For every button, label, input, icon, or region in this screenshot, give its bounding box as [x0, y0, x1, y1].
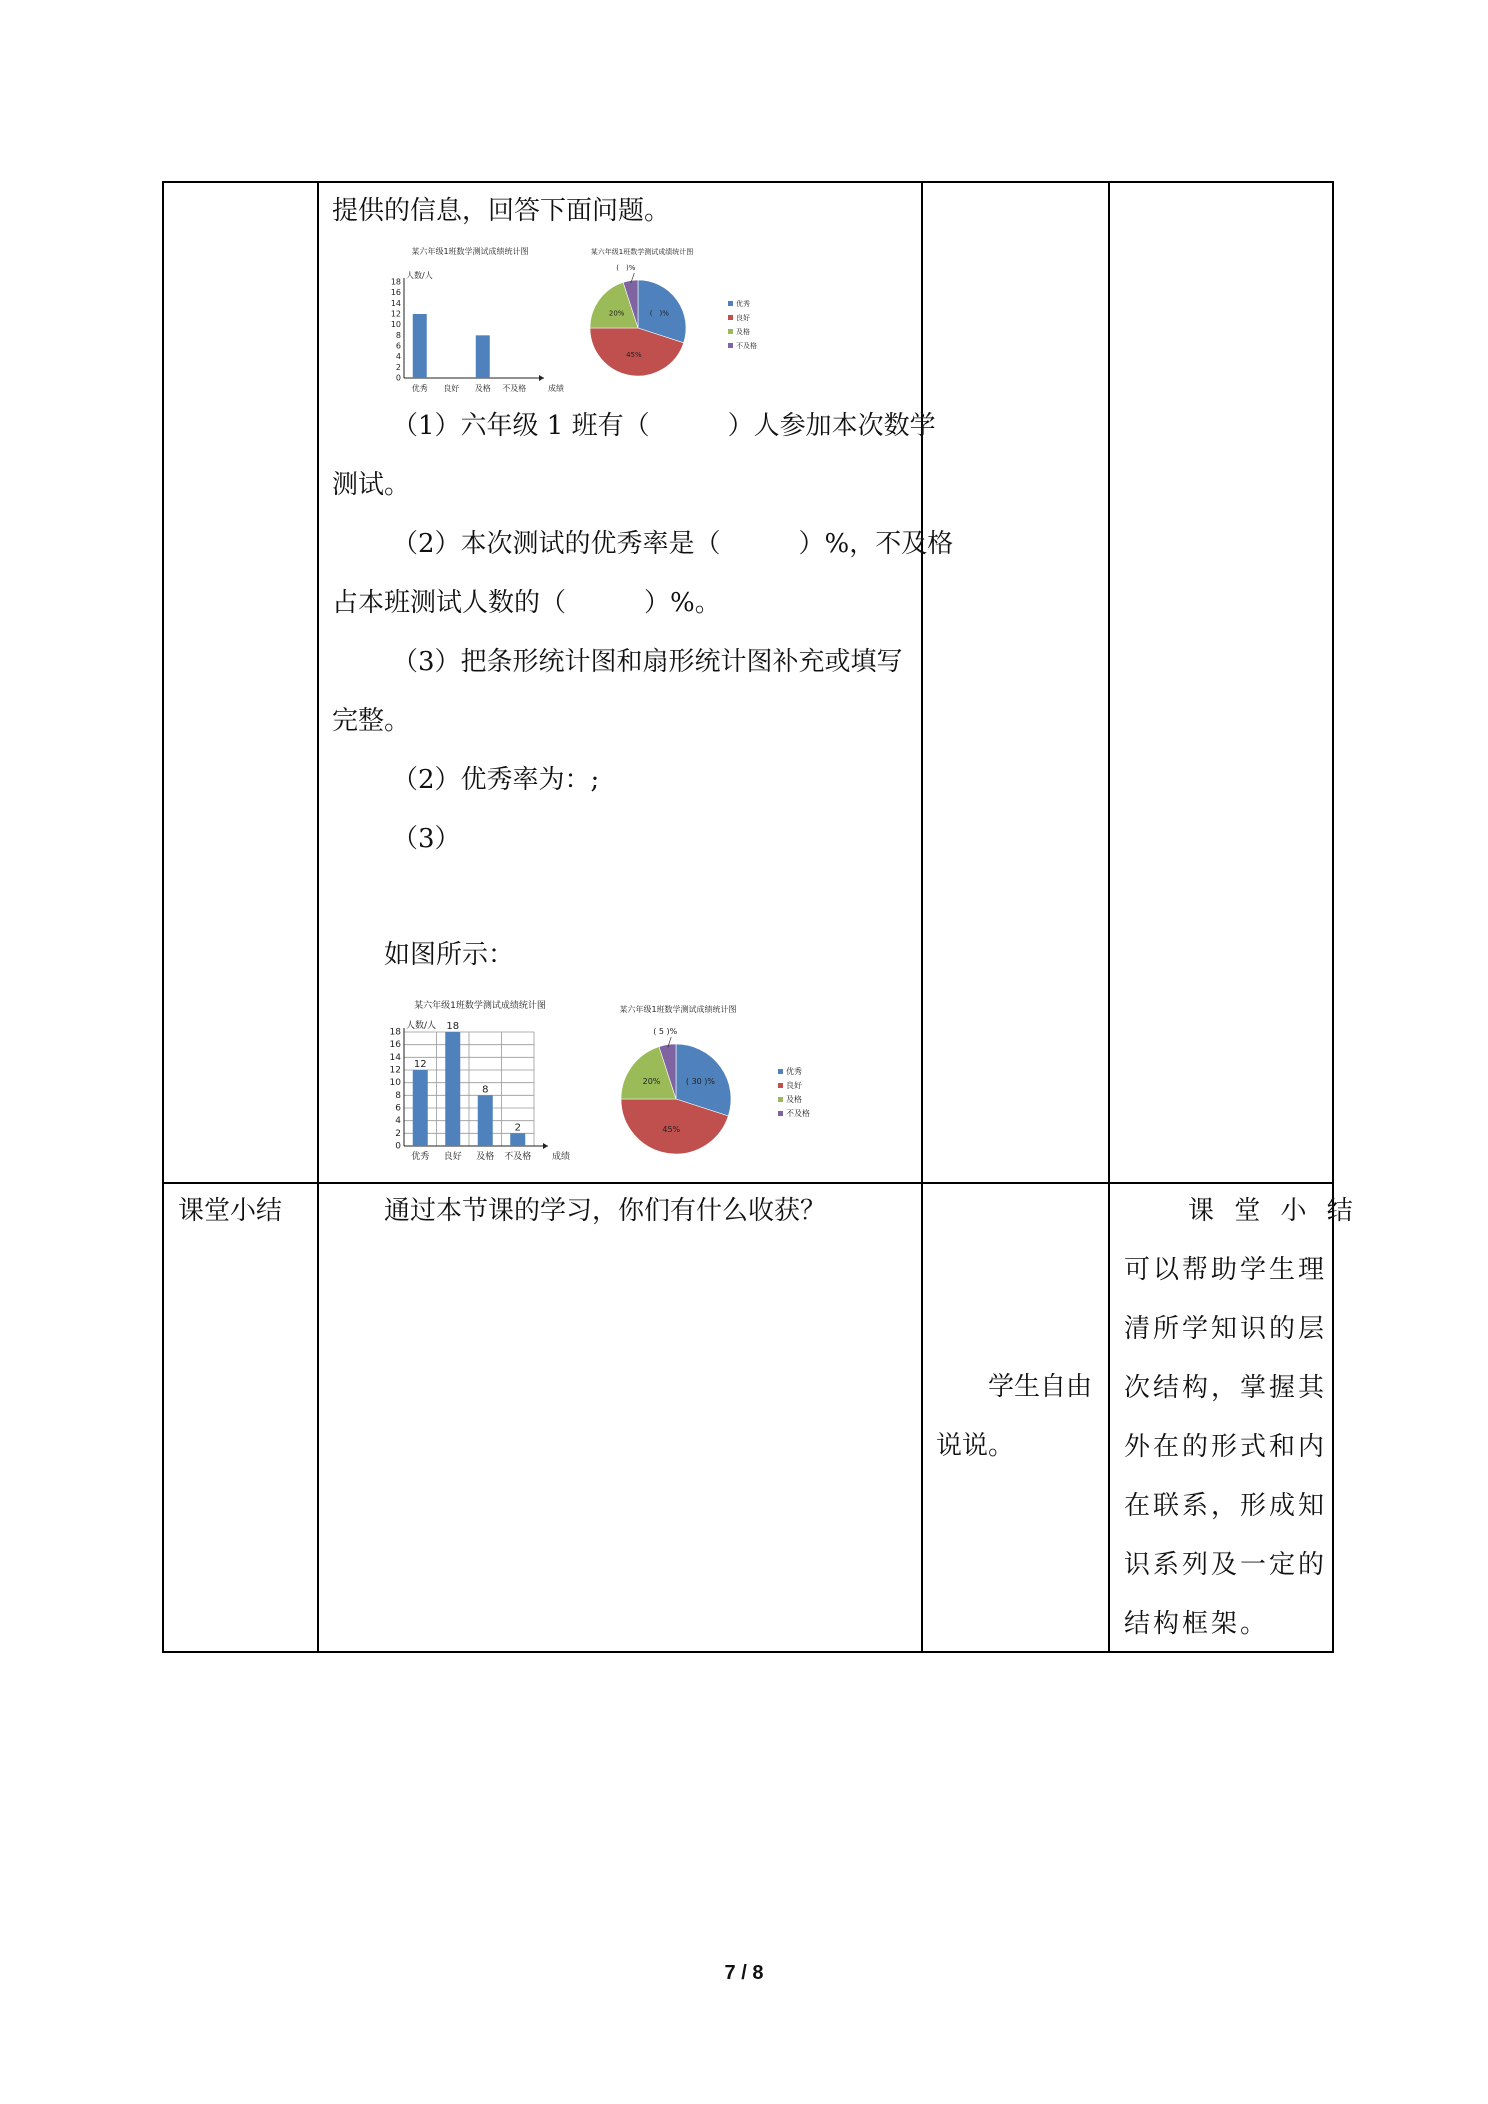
question-2-line-2: 占本班测试人数的（ ）%。: [332, 588, 721, 618]
pie-slice-label: 45%: [626, 351, 642, 360]
col-border-3: [1108, 181, 1110, 1653]
x-tick-label: 及格: [476, 1152, 495, 1162]
pie-chart-title: 某六年级1班数学测试成绩统计图: [590, 248, 694, 256]
legend-swatch: [728, 315, 733, 320]
x-tick-label: 不及格: [502, 384, 527, 393]
design-intent-line-4: 次结构，掌握其: [1124, 1373, 1328, 1403]
y-tick-label: 2: [395, 362, 401, 372]
y-tick-label: 16: [390, 288, 401, 298]
pie-slice-label: ( )%: [649, 309, 669, 318]
col-border-1: [317, 181, 319, 1653]
table-top-border: [162, 181, 1334, 183]
y-tick-label: 6: [395, 1103, 401, 1114]
answer-2: （2）优秀率为：;: [392, 765, 600, 795]
y-tick-label: 0: [395, 373, 401, 383]
row-divider: [162, 1182, 1334, 1184]
y-tick-label: 10: [390, 320, 401, 330]
col-border-right: [1332, 181, 1334, 1653]
legend-entry: 及格: [786, 1095, 802, 1104]
y-tick-label: 18: [390, 277, 401, 287]
legend-entry: 不及格: [736, 342, 757, 350]
design-intent-line-6: 在联系，形成知: [1124, 1491, 1328, 1521]
question-3-line-2: 完整。: [332, 706, 411, 736]
legend-swatch: [778, 1111, 783, 1116]
pie-chart-title: 某六年级1班数学测试成绩统计图: [619, 1005, 737, 1014]
x-axis-label: 成绩: [548, 384, 564, 393]
x-tick-label: 良好: [443, 1152, 462, 1162]
y-axis-label: 人数/人: [406, 1021, 437, 1031]
y-tick-label: 0: [395, 1141, 401, 1152]
y-tick-label: 2: [395, 1128, 401, 1139]
y-tick-label: 4: [395, 1116, 401, 1127]
x-axis-label: 成绩: [552, 1152, 571, 1162]
bar-data-label: 12: [413, 1059, 427, 1070]
legend-swatch: [778, 1083, 783, 1088]
y-tick-label: 12: [390, 309, 401, 319]
x-tick-label: 良好: [443, 384, 460, 393]
legend-entry: 不及格: [786, 1109, 810, 1118]
bar-chart-title: 某六年级1班数学测试成绩统计图: [414, 1001, 546, 1011]
legend-entry: 良好: [736, 314, 750, 322]
summary-row-label: 课堂小结: [178, 1196, 283, 1226]
y-tick-label: 12: [389, 1065, 401, 1076]
x-axis-arrow: [543, 1143, 548, 1149]
y-tick-label: 14: [390, 298, 401, 308]
x-tick-label: 优秀: [411, 1152, 430, 1162]
question-1-line-1: （1）六年级 1 班有（ ）人参加本次数学: [392, 411, 936, 441]
pie-slice-label: ( 5 )%: [653, 1027, 678, 1036]
y-tick-label: 8: [395, 330, 401, 340]
bar-chart-blank: [362, 242, 562, 402]
page-number: 7 / 8: [724, 1962, 764, 1984]
design-intent-line-3: 清所学知识的层: [1124, 1314, 1328, 1344]
legend-swatch: [728, 343, 733, 348]
table-bottom-border: [162, 1651, 1334, 1653]
legend-swatch: [728, 301, 733, 306]
legend-entry: 良好: [786, 1081, 802, 1090]
bar-data-label: 2: [514, 1122, 521, 1134]
bar-data-label: 8: [482, 1084, 489, 1096]
x-tick-label: 及格: [474, 384, 491, 393]
legend-entry: 及格: [736, 328, 750, 336]
y-tick-label: 6: [395, 341, 401, 351]
pie-slice-label: 45%: [662, 1124, 681, 1134]
answer-3: （3）: [392, 824, 461, 854]
y-tick-label: 10: [389, 1078, 401, 1089]
bar-4: [510, 1133, 525, 1146]
pie-slice-label: ( 30 )%: [685, 1077, 716, 1087]
legend-entry: 优秀: [736, 300, 750, 308]
bar-3: [476, 335, 490, 378]
col-border-2: [921, 181, 923, 1653]
pie-slice-label: ( )%: [616, 264, 636, 272]
y-axis-label: 人数/人: [406, 271, 433, 280]
legend-swatch: [778, 1097, 783, 1102]
x-tick-label: 优秀: [411, 384, 428, 393]
design-intent-line-1: 课 堂 小 结: [1188, 1196, 1359, 1226]
summary-question: 通过本节课的学习，你们有什么收获？: [384, 1196, 827, 1226]
bar-3: [478, 1095, 493, 1146]
col-border-left: [162, 181, 164, 1653]
bar-chart-title: 某六年级1班数学测试成绩统计图: [411, 247, 529, 256]
intro-line: 提供的信息，回答下面问题。: [332, 196, 671, 226]
design-intent-line-7: 识系列及一定的: [1124, 1550, 1328, 1580]
design-intent-line-5: 外在的形式和内: [1124, 1432, 1328, 1462]
bar-1: [413, 314, 427, 378]
question-3-line-1: （3）把条形统计图和扇形统计图补充或填写: [392, 647, 903, 677]
y-tick-label: 14: [389, 1052, 401, 1063]
bar-chart-filled: [370, 994, 590, 1164]
legend-entry: 优秀: [786, 1067, 802, 1076]
x-tick-label: 不及格: [504, 1152, 532, 1162]
pie-slice-label: 20%: [642, 1077, 661, 1087]
x-axis-arrow: [539, 375, 544, 381]
design-intent-line-2: 可以帮助学生理: [1124, 1255, 1328, 1285]
bar-1: [413, 1070, 428, 1146]
legend-swatch: [778, 1069, 783, 1074]
y-tick-label: 8: [395, 1090, 401, 1101]
pie-chart-blank: [560, 242, 770, 392]
y-tick-label: 4: [395, 352, 401, 362]
bar-data-label: 18: [446, 1021, 460, 1032]
legend-swatch: [728, 329, 733, 334]
as-shown-label: 如图所示：: [384, 940, 515, 970]
student-activity-line-1: 学生自由: [988, 1372, 1093, 1402]
bar-2: [445, 1032, 460, 1146]
pie-chart-filled: [598, 998, 828, 1158]
question-2-line-1: （2）本次测试的优秀率是（ ）%，不及格: [392, 529, 954, 559]
pie-slice-label: 20%: [608, 309, 625, 318]
design-intent-line-8: 结构框架。: [1124, 1609, 1270, 1639]
y-tick-label: 16: [389, 1040, 401, 1051]
question-1-line-2: 测试。: [332, 470, 411, 500]
y-tick-label: 18: [389, 1027, 401, 1038]
student-activity-line-2: 说说。: [936, 1431, 1015, 1461]
